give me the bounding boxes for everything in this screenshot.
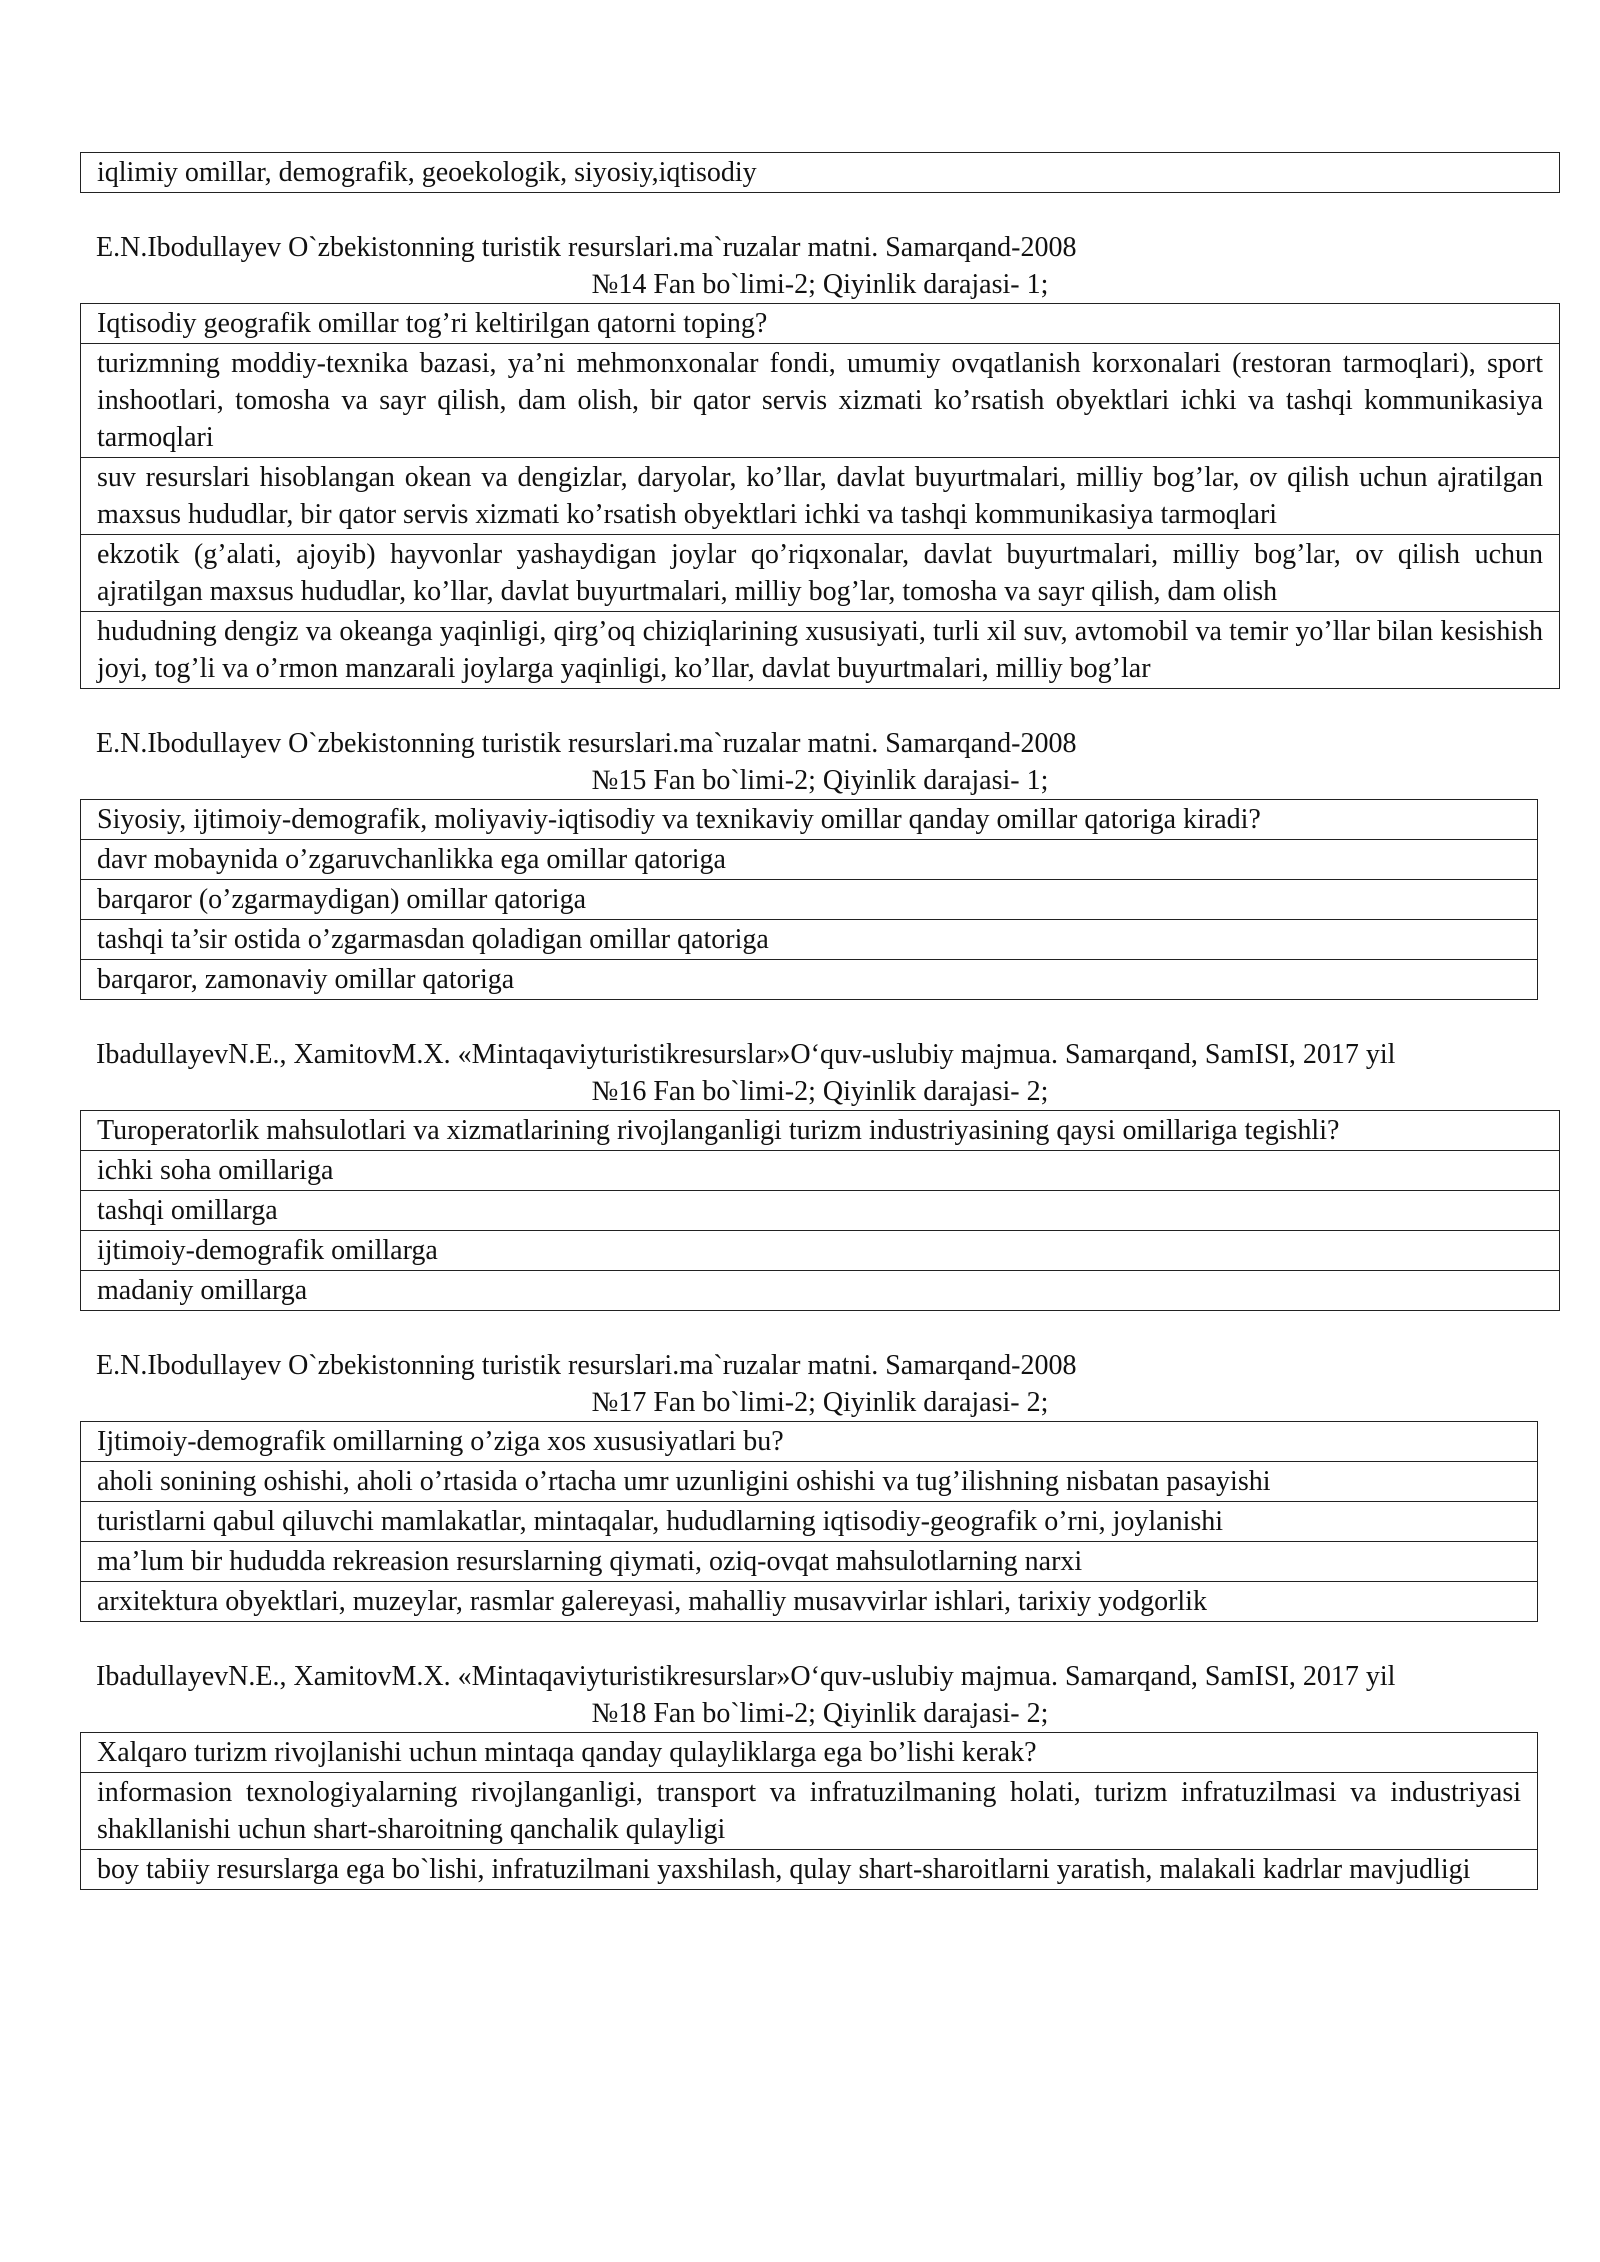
- question-meta: №17 Fan bo`limi-2; Qiyinlik darajasi- 2;: [591, 1387, 1049, 1418]
- answer-row: iqlimiy omillar, demografik, geoekologik, siyosiy,iqtisodiy: [97, 157, 757, 188]
- question-text: Turoperatorlik mahsulotlari va xizmatlarining rivojlanganligi turizm industriyasining qaysi omillariga tegishli?: [97, 1115, 1340, 1146]
- answer-row: aholi sonining oshishi, aholi o’rtasida o’rtacha umr uzunligini oshishi va tug’ilishning nisbatan pasayishi: [81, 1461, 1537, 1501]
- question-meta: №15 Fan bo`limi-2; Qiyinlik darajasi- 1;: [591, 765, 1049, 796]
- answer-row: davr mobaynida o’zgaruvchanlikka ega omillar qatoriga: [81, 839, 1537, 879]
- question-text: Siyosiy, ijtimoiy-demografik, moliyaviy-iqtisodiy va texnikaviy omillar qanday omillar qatoriga kiradi?: [97, 804, 1261, 835]
- answer-row: boy tabiiy resurslarga ega bo`lishi, infratuzilmani yaxshilash, qulay shart-sharoitlarni yaratish, malakali kadrlar mavjudligi: [81, 1849, 1537, 1889]
- answer-row: barqaror (o’zgarmaydigan) omillar qatoriga: [81, 879, 1537, 919]
- question-meta: №16 Fan bo`limi-2; Qiyinlik darajasi- 2;: [591, 1076, 1049, 1107]
- question-table: [80, 1110, 1560, 1311]
- question-table: [80, 1421, 1538, 1622]
- answer-row: turizmning moddiy-texnika bazasi, ya’ni mehmonxonalar fondi, umumiy ovqatlanish korxonalari (restoran tarmoqlari), sport inshootlari, tomosha va sayr qilish, dam olish, bir qator servis xizmati ko’rsatish obyektlari ichki va tashqi kommunikasiya tarmoqlari: [81, 343, 1559, 457]
- answer-row: barqaror, zamonaviy omillar qatoriga: [81, 959, 1537, 999]
- question-table: [80, 799, 1538, 1000]
- question-meta: №14 Fan bo`limi-2; Qiyinlik darajasi- 1;: [591, 269, 1049, 300]
- answer-row: ekzotik (g’alati, ajoyib) hayvonlar yashaydigan joylar qo’riqxonalar, davlat buyurtmalari, milliy bog’lar, ov qilish uchun ajratilgan maxsus hududlar, ko’llar, davlat buyurtmalari, milliy bog’lar, tomosha va sayr qilish, dam olish: [81, 534, 1559, 611]
- answer-row: arxitektura obyektlari, muzeylar, rasmlar galereyasi, mahalliy musavvirlar ishlari, tarixiy yodgorlik: [81, 1581, 1537, 1621]
- answer-row: tashqi ta’sir ostida o’zgarmasdan qoladigan omillar qatoriga: [81, 919, 1537, 959]
- question-table: [80, 303, 1560, 689]
- answer-row: madaniy omillarga: [81, 1270, 1559, 1310]
- question-block-17: [80, 1347, 1560, 1622]
- answer-row: hududning dengiz va okeanga yaqinligi, qirg’oq chiziqlarining xususiyati, turli xil suv, avtomobil va temir yo’llar bilan kesishish joyi, tog’li va o’rmon manzarali joylarga yaqinligi, ko’llar, davlat buyurtmalari, milliy bog’lar: [81, 611, 1559, 688]
- question-text: Ijtimoiy-demografik omillarning o’ziga xos xususiyatlari bu?: [97, 1426, 784, 1457]
- source-citation: E.N.Ibodullayev O`zbekistonning turistik resurslari.ma`ruzalar matni. Samarqand-2008: [96, 728, 1077, 759]
- answer-row: suv resurslari hisoblangan okean va dengizlar, daryolar, ko’llar, davlat buyurtmalari, milliy bog’lar, ov qilish uchun ajratilgan maxsus hududlar, bir qator servis xizmati ko’rsatish obyektlari ichki va tashqi kommunikasiya tarmoqlari: [81, 457, 1559, 534]
- question-block-16: [80, 1036, 1560, 1311]
- question-text: Iqtisodiy geografik omillar tog’ri keltirilgan qatorni toping?: [97, 308, 768, 339]
- answer-row: informasion texnologiyalarning rivojlanganligi, transport va infratuzilmaning holati, turizm infratuzilmasi va industriyasi shakllanishi uchun shart-sharoitning qanchalik qulayligi: [81, 1772, 1537, 1849]
- answer-row: ijtimoiy-demografik omillarga: [81, 1230, 1559, 1270]
- source-citation: IbadullayevN.E., XamitovM.X. «Mintaqaviyturistikresurslar»O‘quv-uslubiy majmua. Samarqand, SamISI, 2017 yil: [96, 1039, 1396, 1070]
- top-answer-table: [80, 152, 1560, 193]
- source-citation: IbadullayevN.E., XamitovM.X. «Mintaqaviyturistikresurslar»O‘quv-uslubiy majmua. Samarqand, SamISI, 2017 yil: [96, 1661, 1396, 1692]
- answer-row: ichki soha omillariga: [81, 1150, 1559, 1190]
- question-table: [80, 1732, 1538, 1890]
- question-meta: №18 Fan bo`limi-2; Qiyinlik darajasi- 2;: [591, 1698, 1049, 1729]
- source-citation: E.N.Ibodullayev O`zbekistonning turistik resurslari.ma`ruzalar matni. Samarqand-2008: [96, 1350, 1077, 1381]
- source-citation: E.N.Ibodullayev O`zbekistonning turistik resurslari.ma`ruzalar matni. Samarqand-2008: [96, 232, 1077, 263]
- answer-row: tashqi omillarga: [81, 1190, 1559, 1230]
- question-block-15: [80, 725, 1560, 1000]
- answer-row: ma’lum bir hududda rekreasion resurslarning qiymati, oziq-ovqat mahsulotlarning narxi: [81, 1541, 1537, 1581]
- question-block-18: [80, 1658, 1560, 1890]
- document-page: [80, 152, 1560, 1890]
- answer-row: turistlarni qabul qiluvchi mamlakatlar, mintaqalar, hududlarning iqtisodiy-geografik o’rni, joylanishi: [81, 1501, 1537, 1541]
- question-text: Xalqaro turizm rivojlanishi uchun mintaqa qanday qulayliklarga ega bo’lishi kerak?: [97, 1737, 1037, 1768]
- question-block-14: [80, 229, 1560, 689]
